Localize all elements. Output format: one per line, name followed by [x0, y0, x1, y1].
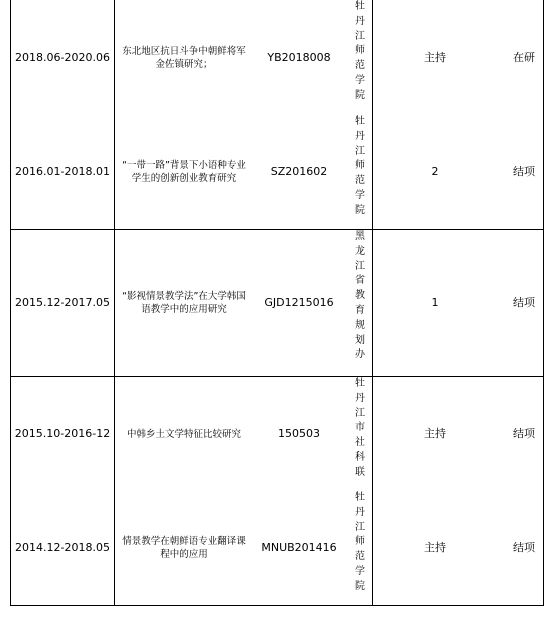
role-cell: 主持 [424, 50, 446, 64]
table-border-right [543, 0, 544, 606]
unit-cell [350, 491, 370, 605]
table-row [254, 377, 344, 491]
project-cell: 东北地区抗日斗争中朝鲜将军金佐镇研究； [122, 45, 246, 70]
table-border-bottom [10, 605, 544, 606]
date-cell: 2015.12-2017.05 [15, 296, 110, 309]
code-cell: 150503 [278, 427, 320, 440]
code-cell: GJD1215016 [264, 296, 334, 309]
role-cell: 主持 [424, 427, 446, 440]
table-row [254, 0, 344, 115]
table-row [390, 230, 480, 376]
status-cell: 结项 [513, 541, 535, 554]
unit-cell [350, 0, 370, 115]
table-row [254, 230, 344, 376]
table-row [390, 491, 480, 605]
unit-text: 黑 龙 江 省 教 育 规 划 办 [355, 231, 365, 361]
table-row [11, 377, 114, 491]
project-cell: “一带一路”背景下小语种专业学生的创新创业教育研究 [122, 160, 246, 184]
unit-text: 牡 丹 江 师 范 学 院 [355, 492, 365, 592]
table-row [120, 115, 248, 229]
unit-text: 牡 丹 江 市 社 科 联 [355, 378, 365, 478]
table-row [11, 115, 114, 229]
unit-cell [350, 115, 370, 229]
table-row [11, 0, 114, 115]
status-cell: 在研 [513, 50, 535, 64]
table-divider [114, 0, 115, 606]
unit-text: 牡 丹 江 师 范 学 院 [355, 1, 365, 101]
table-divider [372, 0, 373, 606]
date-cell: 2018.06-2020.06 [15, 50, 110, 64]
unit-cell [350, 377, 370, 491]
table-row [120, 0, 248, 115]
table-row [480, 491, 543, 605]
table-row [390, 377, 480, 491]
table-row [254, 115, 344, 229]
status-cell: 结项 [513, 427, 535, 440]
table-row [390, 0, 480, 115]
table-row [120, 491, 248, 605]
code-cell: SZ201602 [270, 165, 328, 178]
table-row [11, 230, 114, 376]
table-row [120, 230, 248, 376]
table-row [480, 115, 543, 229]
table-row [120, 377, 248, 491]
table-row [11, 491, 114, 605]
code-cell: YB2018008 [267, 50, 331, 64]
role-cell: 2 [431, 165, 439, 178]
table-row [480, 0, 543, 115]
status-cell: 结项 [513, 296, 535, 309]
table-row [254, 491, 344, 605]
table-row [480, 230, 543, 376]
table-row [390, 115, 480, 229]
date-cell: 2014.12-2018.05 [15, 541, 110, 554]
date-cell: 2015.10-2016-12 [14, 427, 111, 440]
project-cell: 中韩乡土文学特征比较研究 [126, 428, 241, 440]
project-cell: 情景教学在朝鲜语专业翻译课程中的应用 [122, 536, 246, 560]
project-cell: “影视情景教学法”在大学韩国语教学中的应用研究 [122, 291, 246, 315]
date-cell: 2016.01-2018.01 [15, 165, 110, 178]
role-cell: 主持 [424, 541, 446, 554]
table-row [480, 377, 543, 491]
role-cell: 1 [431, 296, 439, 309]
status-cell: 结项 [513, 165, 535, 178]
code-cell: MNUB201416 [261, 541, 337, 554]
unit-text: 牡 丹 江 师 范 学 院 [355, 116, 365, 216]
unit-cell [350, 230, 370, 376]
